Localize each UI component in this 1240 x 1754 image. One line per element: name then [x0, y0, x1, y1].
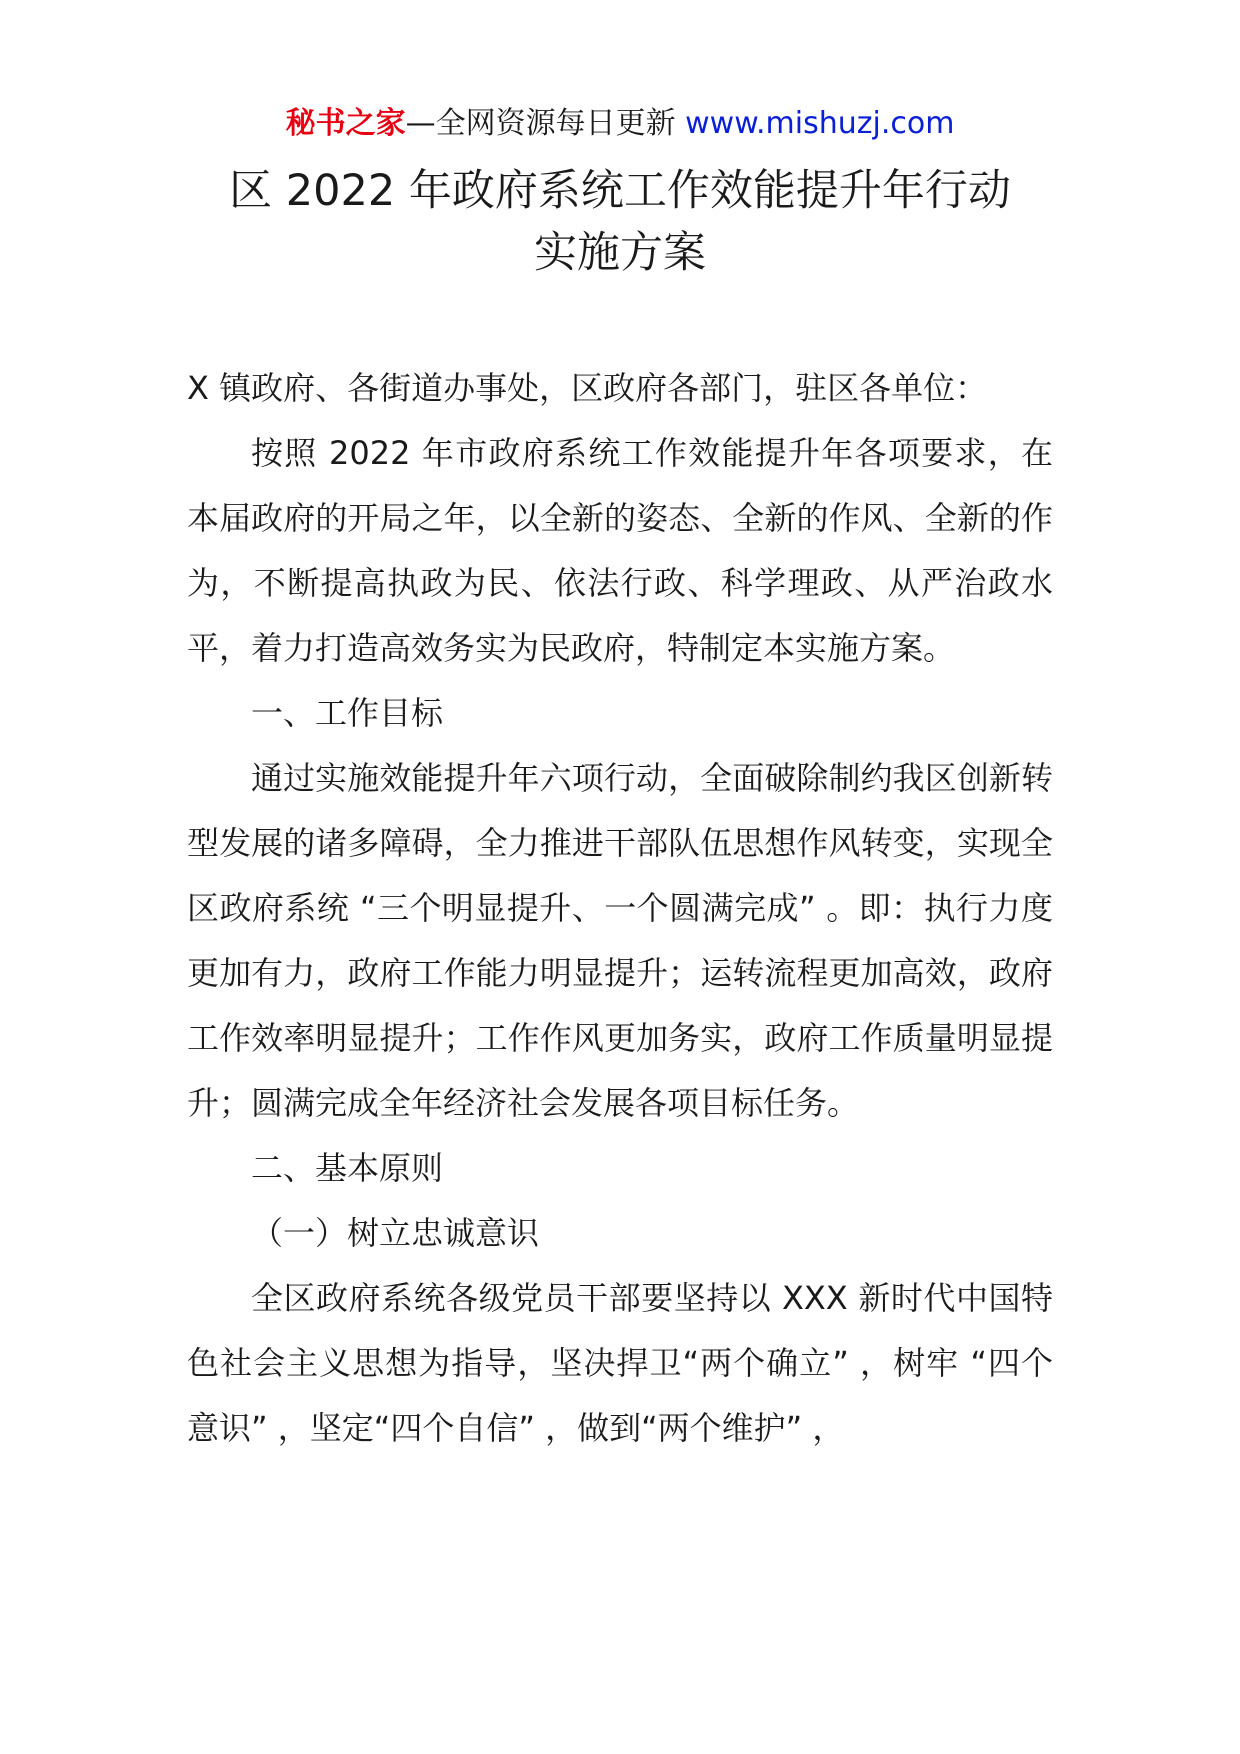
site-url-link[interactable]: www.mishuzj.com — [685, 106, 955, 141]
title-line-2: 实施方案 — [534, 228, 706, 278]
subsection-heading-loyalty: （一）树立忠诚意识 — [251, 1214, 540, 1252]
salutation: X 镇政府、各街道办事处，区政府各部门，驻区各单位： — [187, 369, 988, 407]
header-tagline: —全网资源每日更新 — [405, 106, 686, 141]
intro-paragraph: 按照 2022 年市政府系统工作效能提升年各项要求，在本届政府的开局之年，以全新的姿态、全新的作风、全新的作为，不断提高执政为民、依法行政、科学理政、从严治政水平，着力打造高效务实为民政府，特制定本实施方案。 — [187, 434, 1053, 667]
loyalty-paragraph: 全区政府系统各级党员干部要坚持以 XXX 新时代中国特色社会主义思想为指导，坚决捍卫“两个确立” ，树牢 “四个意识” ，坚定“四个自信” ，做到“两个维护” ， — [187, 1279, 1053, 1447]
site-header — [0, 104, 1240, 144]
document-body — [187, 356, 1053, 1461]
section-heading-goals: 一、工作目标 — [251, 694, 444, 732]
brand-name: 秘书之家 — [285, 106, 406, 141]
goals-paragraph: 通过实施效能提升年六项行动，全面破除制约我区创新转型发展的诸多障碍，全力推进干部队伍思想作风转变，实现全区政府系统 “三个明显提升、一个圆满完成” 。即：执行力度更加有力，政府工作能力明显提升；运转流程更加高效，政府工作效率明显提升；工作作风更加务实，政府工作质量明显提升；圆满完成全年经济社会发展各项目标任务。 — [187, 759, 1053, 1122]
section-heading-principles: 二、基本原则 — [251, 1149, 444, 1187]
document-title — [0, 160, 1240, 284]
title-line-1: 区 2022 年政府系统工作效能提升年行动 — [229, 166, 1011, 216]
